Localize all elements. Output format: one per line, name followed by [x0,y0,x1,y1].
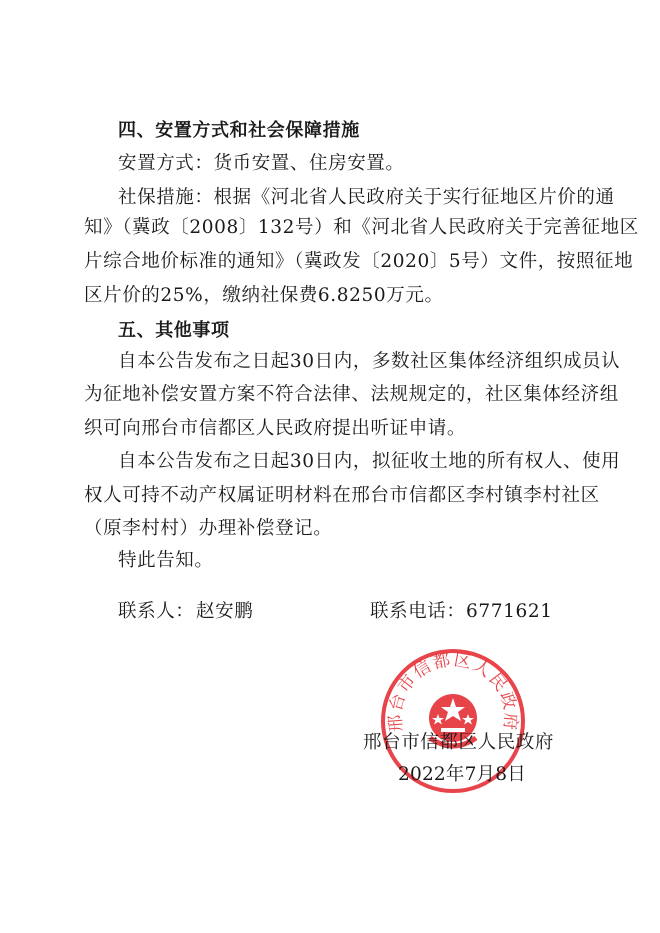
section-4-heading: 四、安置方式和社会保障措施 [118,120,360,141]
para1-line-3: 织可向邢台市信都区人民政府提出听证申请。 [84,418,467,439]
signing-organization: 邢台市信都区人民政府 [363,732,555,753]
social-security-line-2: 知》（冀政〔2008〕132号）和《河北省人民政府关于完善征地区 [84,217,639,238]
signing-date: 2022年7月8日 [398,764,526,785]
phone-number: 6771621 [466,601,553,622]
seal-text: 邢台市信都区人民政府 [385,650,521,733]
contact-label: 联系人： [118,601,195,622]
section-5-heading: 五、其他事项 [118,320,230,341]
social-security-line-1: 社保措施：根据《河北省人民政府关于实行征地区片价的通 [118,187,615,208]
closing-text: 特此告知。 [118,550,214,571]
contact-name: 赵安鹏 [196,601,254,622]
para2-line-3: （原李村村）办理补偿登记。 [84,518,333,539]
para2-line-1: 自本公告发布之日起30日内，拟征收土地的所有权人、使用 [118,451,621,472]
resettlement-method: 安置方式：货币安置、住房安置。 [118,153,405,174]
para1-line-2: 为征地补偿安置方案不符合法律、法规规定的，社区集体经济组 [84,384,619,405]
para2-line-2: 权人可持不动产权属证明材料在邢台市信都区李村镇李村社区 [84,485,600,506]
phone-label: 联系电话： [370,601,466,622]
social-security-line-3: 片综合地价标准的通知》（冀政发〔2020〕5号）文件，按照征地 [84,251,634,272]
social-security-line-4: 区片价的25%，缴纳社保费6.8250万元。 [84,285,444,306]
para1-line-1: 自本公告发布之日起30日内，多数社区集体经济组织成员认 [118,351,621,372]
